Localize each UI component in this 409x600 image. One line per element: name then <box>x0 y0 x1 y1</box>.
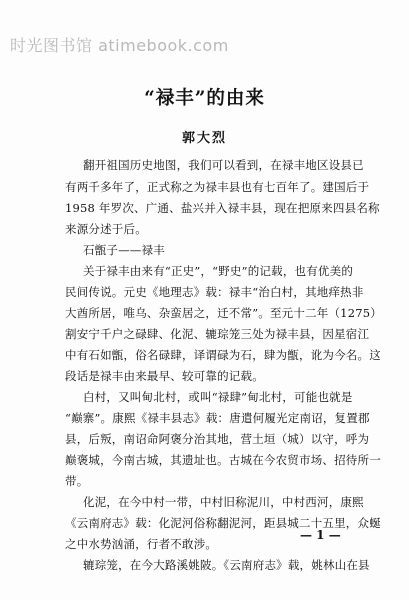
article-author: 郭大烈 <box>181 131 227 146</box>
watermark: 时光图书馆 atimebook.com <box>10 36 229 55</box>
body-line: 割安宁千户之碌肆、化泥、辘琮笼三处为禄丰县，因星宿江 <box>65 327 370 341</box>
body-line: 翻开祖国历史地图，我们可以看到，在禄丰地区设县已 <box>83 158 364 172</box>
body-line: 之中水势汹涌，行者不敢涉。 <box>65 537 218 551</box>
body-line: 巅褒城，今南古城，其遗址也。古城在今农贸市场、招待所一 <box>65 453 381 467</box>
body-line: 段话是禄丰由来最早、较可靠的记载。 <box>65 369 264 383</box>
body-line: 白村，又叫甸北村，或叫“禄肆”甸北村，可能也就是 <box>83 390 353 404</box>
section-heading: 石甑子——禄丰 <box>83 243 165 257</box>
body-line: 辘琮笼，在今大路溪姚陂。《云南府志》载，姚林山在县 <box>83 558 370 572</box>
body-line: 1958 年罗次、广通、盐兴并入禄丰县，现在把原来四县名称 <box>65 201 380 215</box>
body-line: 县，后叛，南诏命阿褒分治其地，营土垣（城）以守，呼为 <box>65 432 370 446</box>
body-line: 来源分述于后。 <box>65 222 147 236</box>
body-line: 带。 <box>65 474 89 488</box>
body-line: 有两千多年了，正式称之为禄丰县也有七百年了。建国后于 <box>65 180 370 194</box>
page-number: — 1 — <box>300 528 341 542</box>
body-line: 《云南府志》载：化泥河俗称翻泥河，距县城二十五里，众蜒 <box>65 516 381 530</box>
body-line: 大酋所居，唯乌、杂蛮居之，迁不常”。至元十二年（1275） <box>65 306 382 320</box>
body-line: 化泥，在今中村一带，中村旧称泥川，中村西河，康熙 <box>83 495 364 509</box>
body-line: 民间传说。元史《地理志》载：禄丰“治白村，其地痒热非 <box>65 285 364 299</box>
article-title: “禄丰”的由来 <box>144 88 265 109</box>
body-line: 关于禄丰由来有“正史”，“野史”的记载，也有优美的 <box>83 264 354 278</box>
body-line: “巅寨”。康熙《禄丰县志》载：唐遣何履光定南诏，复置郡 <box>65 411 370 425</box>
body-line: 中有石如甑，俗名碌肆，译谓碌为石，肆为甑，讹为今名。这 <box>65 348 381 362</box>
